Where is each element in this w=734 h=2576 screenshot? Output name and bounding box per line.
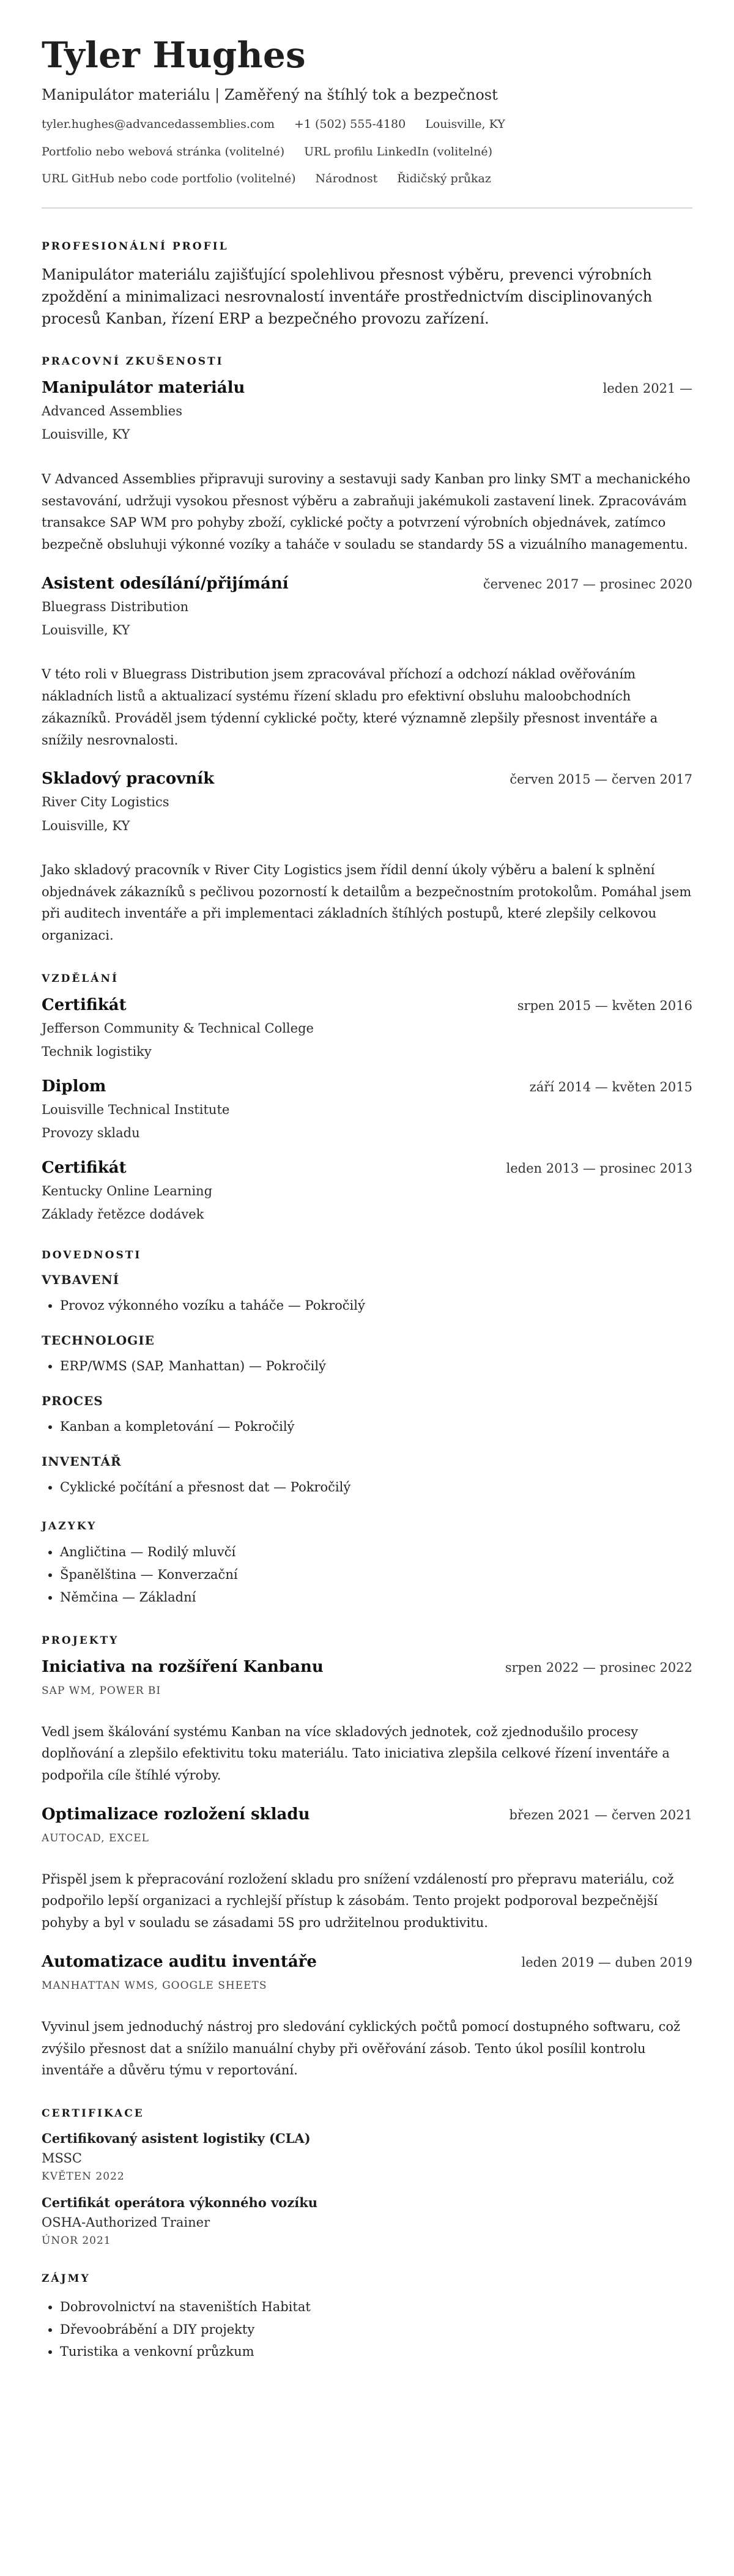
company: River City Logistics: [42, 795, 169, 810]
company: Bluegrass Distribution: [42, 599, 189, 614]
project-tools: MANHATTAN WMS, GOOGLE SHEETS: [42, 1979, 267, 1992]
job-location: Louisville, KY: [42, 623, 130, 638]
project-description: Vyvinul jsem jednoduchý nástroj pro sledování cyklických počtů pomocí dostupného softwaru, což zvýšilo přesnost dat a snížilo manuální chyby při ověřování zásob. Tento úkol posílil kontrolu inventáře a důvěru týmu v reportování.: [42, 2019, 681, 2078]
field-of-study: Provozy skladu: [42, 1126, 140, 1141]
section-title: PRACOVNÍ ZKUŠENOSTI: [42, 355, 224, 368]
job-date: leden 2021 —: [602, 380, 692, 396]
projects-section: [42, 1635, 692, 2082]
languages-list: [42, 1541, 692, 1608]
job-date: červenec 2017 — prosinec 2020: [483, 576, 692, 592]
school: Jefferson Community & Technical College: [42, 1020, 314, 1036]
experience-entry: [42, 770, 692, 947]
section-title: ZÁJMY: [42, 2272, 91, 2285]
degree: Certifikát: [42, 995, 127, 1014]
interest-item: • Turistika a venkovní průzkum: [60, 2340, 692, 2363]
skill-group: [42, 1272, 692, 1317]
education-date: září 2014 — květen 2015: [529, 1079, 692, 1094]
degree: Certifikát: [42, 1158, 127, 1177]
github-link[interactable]: URL GitHub nebo code portfolio (volitelné): [42, 172, 296, 186]
degree: Diplom: [42, 1077, 106, 1096]
certification-name: Certifikovaný asistent logistiky (CLA): [42, 2130, 311, 2146]
skill-item: • ERP/WMS (SAP, Manhattan) — Pokročilý: [60, 1355, 692, 1378]
project-name: Optimalizace rozložení skladu: [42, 1805, 310, 1824]
candidate-name: Tyler Hughes: [42, 34, 306, 76]
field-of-study: Technik logistiky: [42, 1044, 152, 1060]
job-title: Skladový pracovník: [42, 770, 215, 789]
section-title: VZDĚLÁNÍ: [42, 972, 119, 985]
project-entry: [42, 1953, 692, 2082]
project-tools: SAP WM, POWER BI: [42, 1684, 161, 1697]
education-section: [42, 973, 692, 1224]
location: Louisville, KY: [425, 117, 505, 131]
phone-number: +1 (502) 555-4180: [294, 117, 406, 131]
education-date: srpen 2015 — květen 2016: [517, 998, 692, 1013]
headline: Manipulátor materiálu | Zaměřený na štíhlý tok a bezpečnost: [42, 86, 498, 103]
certification-issuer: OSHA-Authorized Trainer: [42, 2214, 210, 2230]
project-entry: [42, 1805, 692, 1934]
section-title: CERTIFIKACE: [42, 2107, 144, 2120]
interest-item: • Dobrovolnictví na staveništích Habitat: [60, 2296, 692, 2318]
job-description: V Advanced Assemblies připravuji suroviny a sestavuji sady Kanban pro linky SMT a mechanického sestavování, udržuji vysokou přesnost výběru a zabraňuji jakémukoli zastavení linek. Zpracovávám transakce SAP WM pro pohyby zboží, cyklické počty a potvrzení výrobních objednávek, zatímco bezpečně obsluhuji výkonné vozíky a taháče v souladu se standardy 5S a vizuálního managementu.: [42, 471, 691, 552]
job-location: Louisville, KY: [42, 427, 130, 442]
contact-row: [42, 171, 692, 187]
skill-item: • Cyklické počítání a přesnost dat — Pokročilý: [60, 1476, 692, 1499]
interests-list: [42, 2296, 692, 2363]
driving-license: Řidičský průkaz: [397, 172, 491, 186]
certification-issuer: MSSC: [42, 2150, 82, 2166]
skill-group: [42, 1333, 692, 1378]
project-description: Vedl jsem škálování systému Kanban na více skladových jednotek, což zjednodušilo procesy doplňování a zlepšilo efektivitu toku materiálu. Tato iniciativa zlepšila celkové řízení inventáře a podpořila cíle štíhlé výroby.: [42, 1724, 670, 1783]
language-item: • Angličtina — Rodilý mluvčí: [60, 1541, 692, 1564]
project-entry: [42, 1658, 692, 1787]
project-date: leden 2019 — duben 2019: [521, 1954, 692, 1970]
email-link[interactable]: tyler.hughes@advancedassemblies.com: [42, 117, 275, 131]
certification-entry: [42, 2195, 692, 2247]
project-date: březen 2021 — červen 2021: [509, 1807, 692, 1822]
section-title: DOVEDNOSTI: [42, 1249, 142, 1262]
portfolio-link[interactable]: Portfolio nebo webová stránka (volitelné): [42, 144, 285, 158]
section-title: PROJEKTY: [42, 1634, 119, 1647]
contact-row: [42, 117, 692, 132]
skill-group-title: INVENTÁŘ: [42, 1453, 122, 1469]
experience-entry: [42, 574, 692, 752]
linkedin-link[interactable]: URL profilu LinkedIn (volitelné): [304, 144, 493, 158]
language-item: • Němčina — Základní: [60, 1586, 692, 1609]
contact-row: [42, 144, 692, 160]
profile-section: [42, 240, 692, 330]
job-date: červen 2015 — červen 2017: [510, 772, 692, 787]
job-location: Louisville, KY: [42, 818, 130, 833]
school: Kentucky Online Learning: [42, 1183, 213, 1198]
project-description: Přispěl jsem k přepracování rozložení skladu pro snížení vzdáleností pro přepravu materiálu, což podpořilo lepší organizaci a rychlejší přístup k zásobám. Tento projekt podporoval bezpečnější pohyby a byl v souladu se zásadami 5S pro udržitelnou produktivitu.: [42, 1871, 674, 1931]
school: Louisville Technical Institute: [42, 1102, 230, 1117]
skills-section: [42, 1249, 692, 1608]
education-entry: [42, 1159, 692, 1224]
skill-item: • Provoz výkonného vozíku a taháče — Pokročilý: [60, 1294, 692, 1317]
language-item: • Španělština — Konverzační: [60, 1564, 692, 1586]
project-date: srpen 2022 — prosinec 2022: [505, 1660, 692, 1675]
skill-group-title: VYBAVENÍ: [42, 1272, 120, 1288]
experience-section: [42, 355, 692, 947]
job-description: V této roli v Bluegrass Distribution jsem zpracovával příchozí a odchozí náklad ověřováním nákladních listů a aktualizací systému řízení skladu pro efektivní obsluhu maloobchodních zákazníků. Prováděl jsem týdenní cyklické počty, které významně zlepšily přesnost inventáře a snížily nesrovnalosti.: [42, 667, 658, 748]
project-name: Automatizace auditu inventáře: [42, 1952, 317, 1971]
education-date: leden 2013 — prosinec 2013: [506, 1160, 692, 1176]
interest-item: • Dřevoobrábění a DIY projekty: [60, 2318, 692, 2341]
field-of-study: Základy řetězce dodávek: [42, 1207, 204, 1222]
certification-date: KVĚTEN 2022: [42, 2170, 125, 2183]
job-title: Asistent odesílání/přijímání: [42, 574, 289, 593]
nationality: Národnost: [315, 172, 378, 186]
education-entry: [42, 1077, 692, 1143]
education-entry: [42, 996, 692, 1061]
job-description: Jako skladový pracovník v River City Logistics jsem řídil denní úkoly výběru a balení k splnění objednávek zákazníků s pečlivou pozorností k detailům a bezpečnostním protokolům. Pomáhal jsem při auditech inventáře a při implementaci základních štíhlých postupů, které zlepšily celkovou organizaci.: [42, 863, 692, 943]
certification-entry: [42, 2131, 692, 2183]
interests-section: [42, 2273, 692, 2363]
profile-text: Manipulátor materiálu zajišťující spolehlivou přesnost výběru, prevenci výrobních zpoždění a minimalizaci nesrovnalostí inventáře prostřednictvím disciplinovaných procesů Kanban, řízení ERP a bezpečného provozu zařízení.: [42, 265, 653, 327]
project-name: Iniciativa na rozšíření Kanbanu: [42, 1657, 324, 1676]
skill-item: • Kanban a kompletování — Pokročilý: [60, 1416, 692, 1438]
section-title: PROFESIONÁLNÍ PROFIL: [42, 240, 229, 253]
languages-title: JAZYKY: [42, 1520, 97, 1533]
header-divider: [42, 207, 692, 209]
skill-group: [42, 1394, 692, 1438]
skill-group-title: TECHNOLOGIE: [42, 1333, 155, 1348]
certifications-section: [42, 2107, 692, 2247]
project-tools: AUTOCAD, EXCEL: [42, 1832, 149, 1844]
certification-date: ÚNOR 2021: [42, 2234, 111, 2247]
certification-name: Certifikát operátora výkonného vozíku: [42, 2194, 318, 2210]
experience-entry: [42, 379, 692, 556]
skill-group: [42, 1454, 692, 1499]
skill-group-title: PROCES: [42, 1393, 103, 1408]
company: Advanced Assemblies: [42, 403, 182, 418]
job-title: Manipulátor materiálu: [42, 378, 245, 397]
